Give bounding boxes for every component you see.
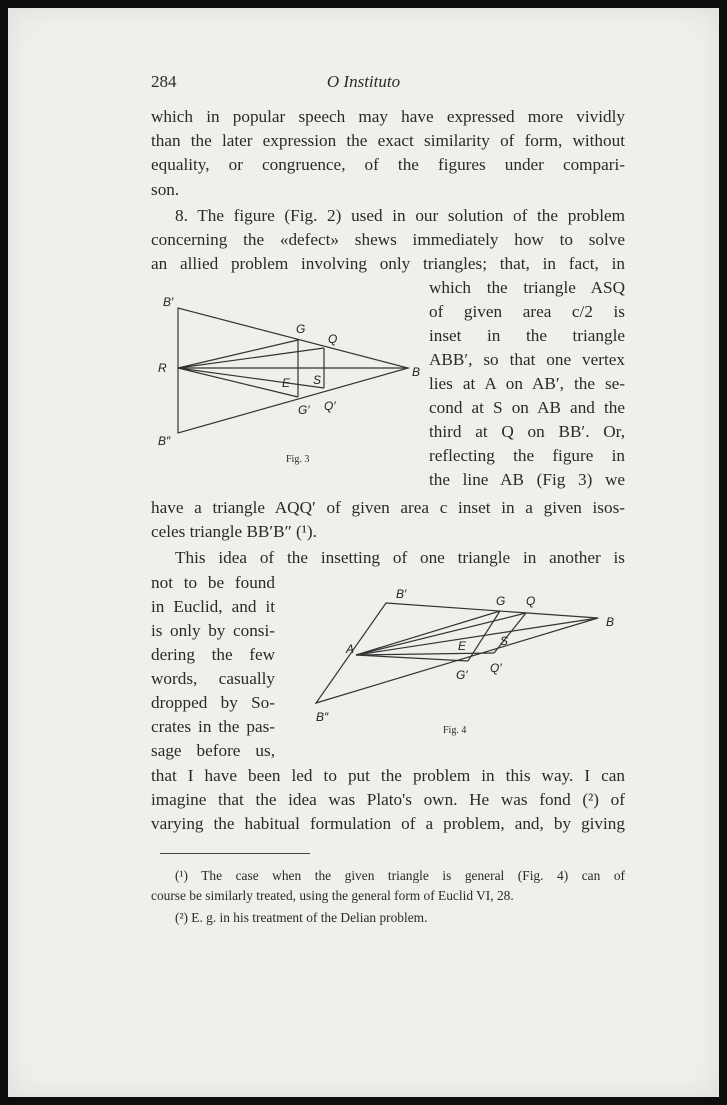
body-line: have a triangle AQQ′ of given area c inset in a given isos- bbox=[151, 498, 625, 517]
body-line: of given area c/2 is bbox=[429, 302, 625, 321]
footnote-2: (²) E. g. in his treatment of the Delian problem. bbox=[175, 910, 428, 925]
body-line: dering the few bbox=[151, 645, 275, 664]
fig4-label-b-double-prime: B″ bbox=[316, 710, 329, 724]
fig4-label-a: A bbox=[346, 642, 355, 656]
body-line: third at Q on BB′. Or, bbox=[429, 422, 625, 441]
fig3-label-q: Q bbox=[328, 332, 338, 346]
body-line: sage before us, bbox=[151, 741, 275, 760]
fig4-label-b: B bbox=[606, 615, 615, 629]
body-line: which in popular speech may have expressed more vividly bbox=[151, 107, 625, 126]
fig4-line-ab bbox=[356, 618, 598, 655]
running-title: O Instituto bbox=[326, 72, 401, 91]
fig3-label-e: E bbox=[282, 376, 291, 390]
fig3-outer-triangle bbox=[178, 308, 408, 433]
body-line: reflecting the figure in bbox=[429, 446, 625, 465]
body-line: crates in the pas- bbox=[151, 717, 275, 736]
fig4-label-g-prime: G′ bbox=[456, 668, 468, 682]
fig4-label-q: Q bbox=[526, 594, 536, 608]
fig4-line-ag1 bbox=[356, 655, 468, 661]
body-line: inset in the triangle bbox=[429, 326, 625, 345]
body-line: lies at A on AB′, the se- bbox=[429, 374, 625, 393]
body-line: which the triangle ASQ bbox=[429, 278, 625, 297]
body-line: son. bbox=[151, 180, 180, 199]
body-line: cond at S on AB and the bbox=[429, 398, 625, 417]
body-line: is only by consi- bbox=[151, 621, 275, 640]
fig3-label-g-prime: G′ bbox=[298, 403, 310, 417]
body-line: ABB′, so that one vertex bbox=[429, 350, 625, 369]
body-line: than the later expression the exact similarity of form, without bbox=[151, 131, 625, 150]
body-line: words, casually bbox=[151, 669, 275, 688]
fig3-line-rq1 bbox=[178, 368, 324, 388]
footnote-rule bbox=[160, 853, 310, 854]
body-line: 8. The figure (Fig. 2) used in our solution of the problem bbox=[175, 206, 625, 225]
fig3-label-q-prime: Q′ bbox=[324, 399, 336, 413]
figure-3 bbox=[148, 288, 428, 448]
body-line: concerning the «defect» shews immediately how to solve bbox=[151, 230, 625, 249]
body-line: the line AB (Fig 3) we bbox=[429, 470, 625, 489]
body-line: equality, or congruence, of the figures under compari- bbox=[151, 155, 625, 174]
fig3-label-s: S bbox=[313, 373, 322, 387]
body-line: not to be found bbox=[151, 573, 275, 592]
fig3-label-r: R bbox=[158, 361, 167, 375]
scanned-page bbox=[8, 8, 719, 1097]
body-line: in Euclid, and it bbox=[151, 597, 275, 616]
fig4-line-ag bbox=[356, 611, 500, 655]
body-line: imagine that the idea was Plato's own. He was fond (²) of bbox=[151, 790, 625, 809]
fig4-label-g: G bbox=[496, 594, 506, 608]
fig4-label-b-prime: B′ bbox=[396, 587, 407, 601]
footnote-1-cont: course be similarly treated, using the general form of Euclid VI, 28. bbox=[151, 888, 514, 903]
page-number: 284 bbox=[151, 72, 177, 91]
fig3-label-b-double-prime: B″ bbox=[158, 434, 171, 448]
footnote-1: (¹) The case when the given triangle is general (Fig. 4) can of bbox=[175, 868, 625, 883]
fig3-label-g: G bbox=[296, 322, 306, 336]
fig4-caption: Fig. 4 bbox=[443, 725, 467, 736]
fig3-label-b-prime: B′ bbox=[163, 295, 174, 309]
fig3-label-b: B bbox=[412, 365, 421, 379]
fig4-label-e: E bbox=[458, 639, 467, 653]
fig4-label-s: S bbox=[500, 634, 509, 648]
body-line: This idea of the insetting of one triangle in another is bbox=[175, 548, 625, 567]
body-line: an allied problem involving only triangles; that, in fact, in bbox=[151, 254, 625, 273]
figure-4 bbox=[298, 573, 628, 733]
fig4-label-q-prime: Q′ bbox=[490, 661, 502, 675]
body-line: celes triangle BB′B″ (¹). bbox=[151, 522, 317, 541]
body-line: varying the habitual formulation of a problem, and, by giving bbox=[151, 814, 625, 833]
body-line: that I have been led to put the problem in this way. I can bbox=[151, 766, 625, 785]
body-line: dropped by So- bbox=[151, 693, 275, 712]
fig3-caption: Fig. 3 bbox=[286, 454, 310, 465]
